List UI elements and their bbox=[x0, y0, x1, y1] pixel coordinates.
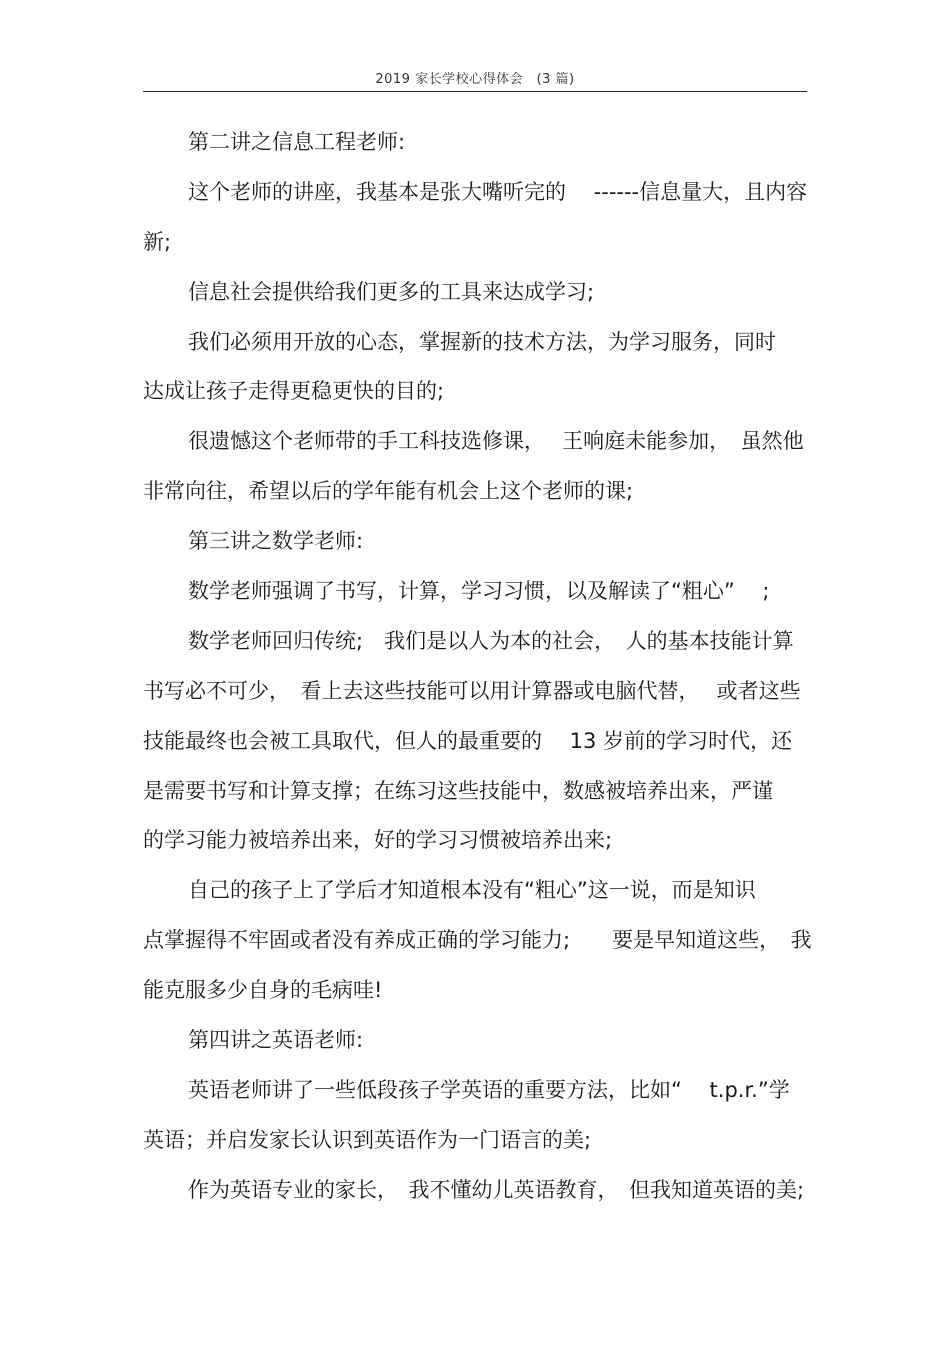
text-line: 能克服多少自身的毛病哇! bbox=[143, 978, 383, 1002]
section-heading: 第四讲之英语老师: bbox=[188, 1028, 364, 1052]
text-line: 自己的孩子上了学后才知道根本没有“粗心”这一说，而是知识 bbox=[188, 878, 756, 902]
text-line: 新; bbox=[143, 230, 172, 254]
text-line: 我们必须用开放的心态，掌握新的技术方法，为学习服务，同时 bbox=[188, 330, 776, 354]
text-line: 是需要书写和计算支撑；在练习这些技能中，数感被培养出来，严谨 bbox=[143, 779, 773, 803]
text-line: 达成让孩子走得更稳更快的目的; bbox=[143, 379, 445, 403]
text-line: 信息社会提供给我们更多的工具来达成学习; bbox=[188, 280, 595, 304]
text-line: 非常向往，希望以后的学年能有机会上这个老师的课; bbox=[143, 479, 634, 503]
text-line: 点掌握得不牢固或者没有养成正确的学习能力; 要是早知道这些， 我 bbox=[143, 928, 812, 952]
section-heading: 第二讲之信息工程老师: bbox=[188, 130, 406, 154]
section-heading: 第三讲之数学老师: bbox=[188, 529, 364, 553]
text-line: 技能最终也会被工具取代，但人的最重要的 13 岁前的学习时代，还 bbox=[143, 729, 793, 753]
header-divider bbox=[143, 91, 807, 92]
text-line: 数学老师强调了书写，计算，学习习惯，以及解读了“粗心” ; bbox=[188, 579, 770, 603]
text-line: 书写必不可少， 看上去这些技能可以用计算器或电脑代替， 或者这些 bbox=[143, 679, 801, 703]
text-line: 英语老师讲了一些低段孩子学英语的重要方法，比如“ t.p.r.”学 bbox=[188, 1078, 790, 1102]
text-line: 的学习能力被培养出来，好的学习习惯被培养出来; bbox=[143, 828, 613, 852]
page-header: 2019 家长学校心得体会 (3 篇) bbox=[375, 72, 575, 87]
text-line: 英语；并启发家长认识到英语作为一门语言的美; bbox=[143, 1128, 592, 1152]
text-line: 数学老师回归传统; 我们是以人为本的社会， 人的基本技能计算 bbox=[188, 629, 794, 653]
text-line: 很遗憾这个老师带的手工科技选修课， 王响庭未能参加， 虽然他 bbox=[188, 429, 804, 453]
text-line: 这个老师的讲座，我基本是张大嘴听完的 ------信息量大，且内容 bbox=[188, 180, 808, 204]
text-line: 作为英语专业的家长， 我不懂幼儿英语教育， 但我知道英语的美; bbox=[188, 1178, 805, 1202]
